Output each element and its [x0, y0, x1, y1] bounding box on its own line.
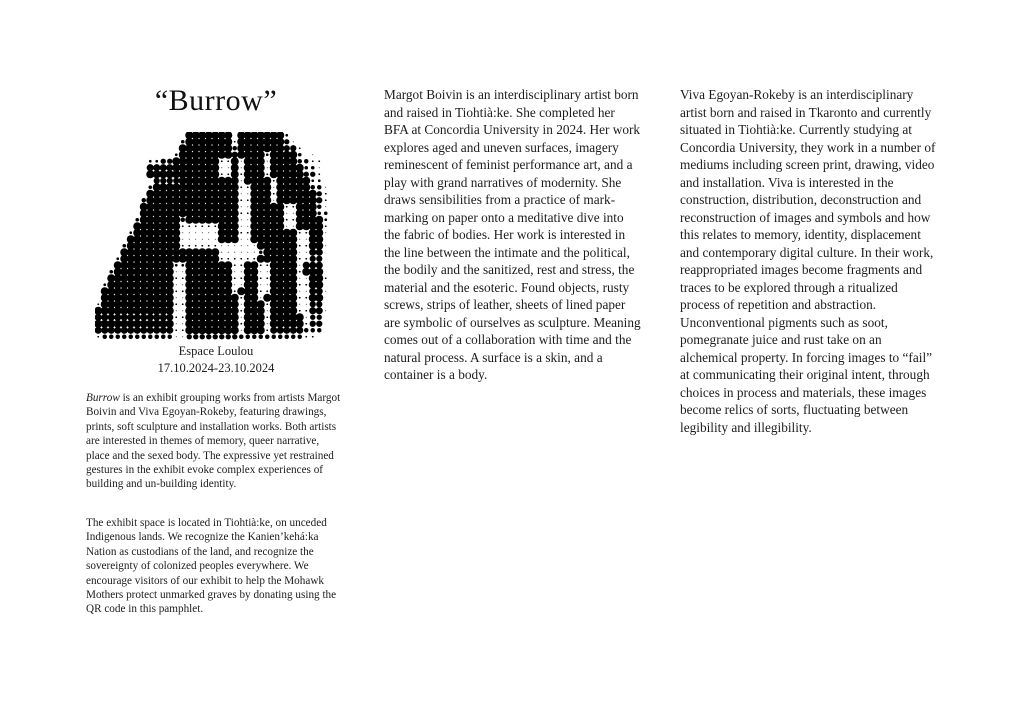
- land-acknowledgement-paragraph: The exhibit space is located in Tiohtià:ke, on unceded Indigenous lands. We recognize the Kanien’kehá:ka Nation as custodians of the land, and recognize the sovereignty of colonized peoples everywhere. We encourage visitors of our exhibit to help the Mohawk Mothers protect unmarked graves by donating using the QR code in this pamphlet.: [86, 517, 337, 616]
- exhibit-name-italic: Burrow: [86, 392, 120, 404]
- exhibit-description-text: is an exhibit grouping works from artists Margot Boivin and Viva Egoyan-Rokeby, featuring drawings, prints, soft sculpture and installation works. Both artists are interested in themes of memory, queer narrative, place and the sexed body. The expressive yet restrained gestures in the exhibit evoke complex experiences of building and un-building identity.: [86, 392, 341, 491]
- artist-bio-viva-egoyan-rokeby: Viva Egoyan-Rokeby is an interdisciplinary artist born and raised in Tkaronto and currently situated in Tiohtià:ke. Currently studying at Concordia University, they work in a number of mediums including screen print, drawing, video and installation. Viva is interested in the construction, distribution, deconstruction and reconstruction of images and symbols and how this relates to memory, identity, displacement and contemporary digital culture. In their work, reappropriated images become fragments and traces to be explored through a ritualized process of repetition and abstraction. Unconventional pigments such as soot, pomegranate juice and rust take on an alchemical property. In forcing images to “fail” at communicating their original intent, through choices in process and materials, these images become relics of sorts, fluctuating between legibility and illegibility.: [680, 87, 936, 435]
- halftone-artwork-image: [95, 132, 329, 340]
- venue-block: [85, 343, 347, 377]
- venue-name: Espace Loulou: [178, 344, 254, 358]
- exhibit-dates: 17.10.2024-23.10.2024: [157, 361, 275, 375]
- exhibit-title: “Burrow”: [154, 84, 278, 117]
- artist-bio-margot-boivin: Margot Boivin is an interdisciplinary artist born and raised in Tiohtià:ke. She completed her BFA at Concordia University in 2024. Her work explores aged and uneven surfaces, imagery reminescent of feminist performance art, and a play with grand narratives of modernity. She draws sensibilities from a practice of mark-marking on paper onto a meditative dive into the fabric of bodies. Her work is interested in the line between the intimate and the political, the bodily and the sanitized, rest and stress, the material and the esoteric. Found objects, rusty screws, strips of leather, sheets of lined paper are symbolic of ourselves as sculpture. Meaning comes out of a collaboration with time and the natural process. A surface is a skin, and a container is a body.: [384, 87, 641, 382]
- exhibit-description-paragraph: [86, 391, 344, 492]
